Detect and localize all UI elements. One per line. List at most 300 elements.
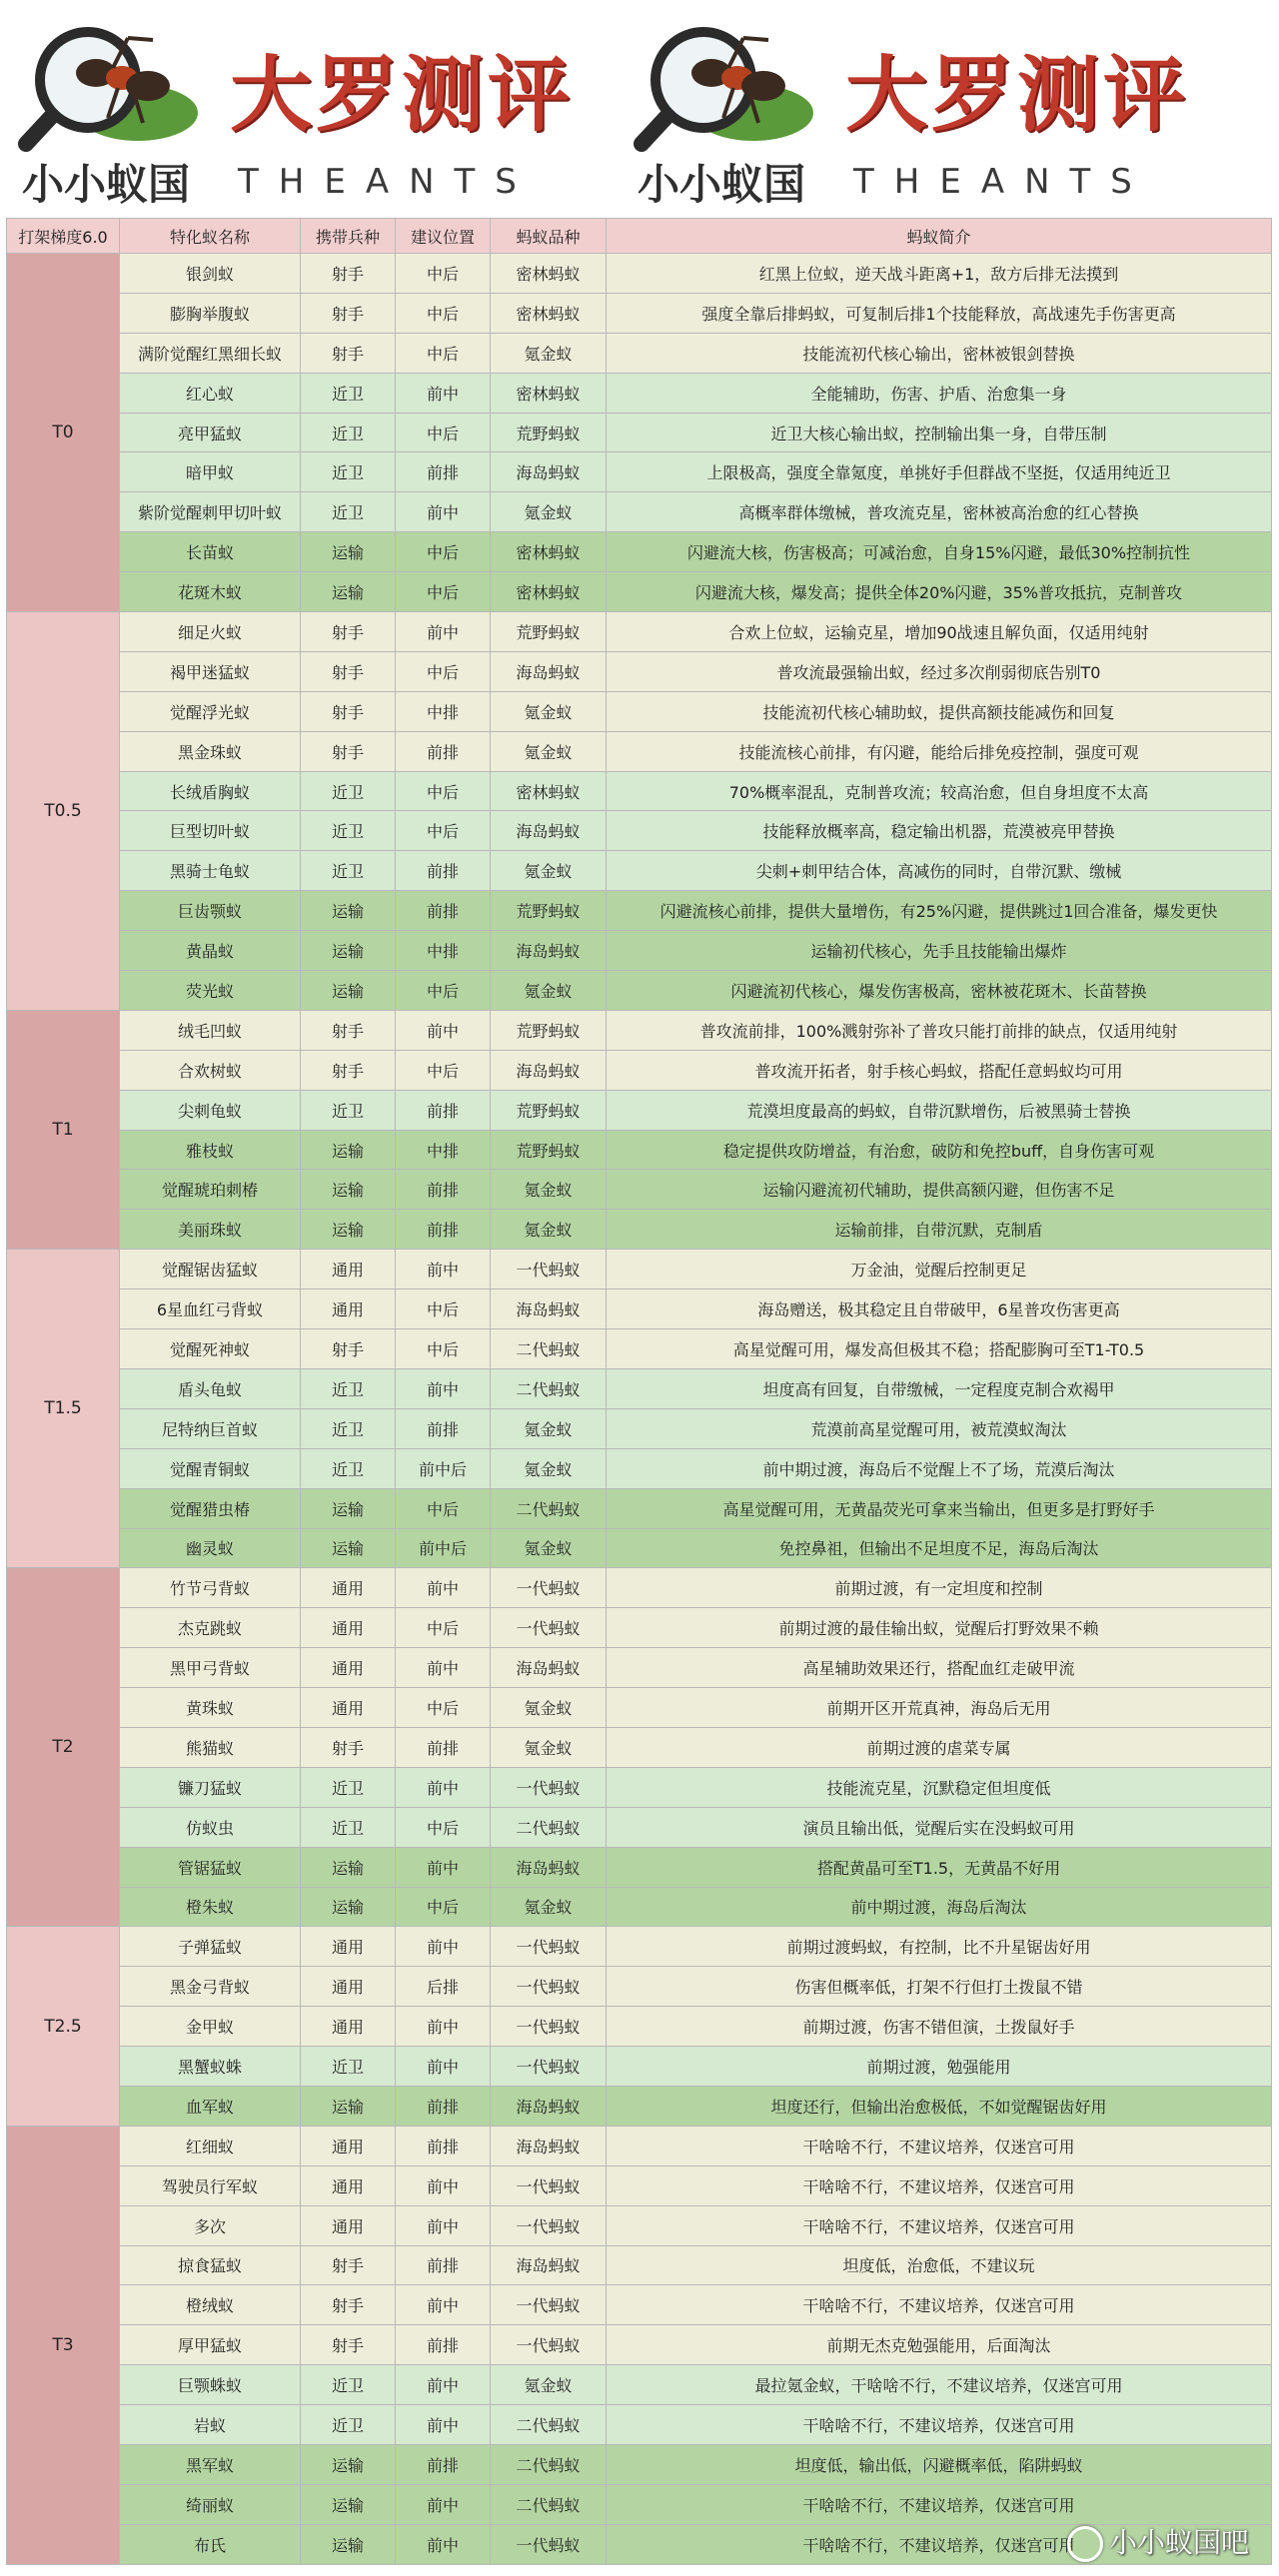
table-row xyxy=(7,1807,1272,1847)
watermark-text: 小小蚁国吧 xyxy=(1108,2526,1249,2559)
ant-name-cell: 觉醒青铜蚁 xyxy=(120,1448,301,1488)
position-cell: 中后 xyxy=(396,1329,491,1369)
breed-cell: 氪金蚁 xyxy=(491,1688,607,1728)
table-row xyxy=(7,2325,1272,2365)
breed-cell: 海岛蚂蚁 xyxy=(491,1648,607,1688)
position-cell: 中后 xyxy=(396,1807,491,1847)
breed-cell: 荒野蚂蚁 xyxy=(491,1010,607,1050)
ant-name-cell: 美丽珠蚁 xyxy=(120,1210,301,1250)
unit-type-cell: 射手 xyxy=(301,651,396,691)
unit-type-cell: 运输 xyxy=(301,2524,396,2564)
unit-type-cell: 通用 xyxy=(301,2205,396,2245)
ant-name-cell: 血军蚁 xyxy=(120,2086,301,2126)
table-row xyxy=(7,1250,1272,1289)
ant-name-cell: 黄珠蚁 xyxy=(120,1688,301,1728)
ant-name-cell: 布氏 xyxy=(120,2524,301,2564)
description-cell: 荒漠前高星觉醒可用，被荒漠蚁淘汰 xyxy=(607,1408,1272,1448)
tier-cell: T0.5 xyxy=(7,612,120,1011)
table-row xyxy=(7,771,1272,811)
breed-cell: 一代蚂蚁 xyxy=(491,1568,607,1608)
table-row xyxy=(7,1608,1272,1648)
description-cell: 最拉氪金蚁，干啥啥不行，不建议培养，仅迷宫可用 xyxy=(607,2365,1272,2405)
unit-type-cell: 运输 xyxy=(301,2444,396,2484)
description-cell: 前中期过渡，海岛后淘汰 xyxy=(607,1887,1272,1927)
breed-cell: 氪金蚁 xyxy=(491,2365,607,2405)
description-cell: 演员且输出低，觉醒后实在没蚂蚁可用 xyxy=(607,1807,1272,1847)
ant-name-cell: 橙绒蚁 xyxy=(120,2285,301,2325)
breed-cell: 密林蚂蚁 xyxy=(491,254,607,294)
unit-type-cell: 近卫 xyxy=(301,1767,396,1807)
unit-type-cell: 近卫 xyxy=(301,1448,396,1488)
ant-name-cell: 合欢树蚁 xyxy=(120,1050,301,1090)
brand-title: 大罗测评 xyxy=(230,47,575,143)
table-row xyxy=(7,1488,1272,1528)
unit-type-cell: 射手 xyxy=(301,1010,396,1050)
tier-cell: T0 xyxy=(7,254,120,612)
position-cell: 中后 xyxy=(396,1608,491,1648)
unit-type-cell: 运输 xyxy=(301,572,396,612)
table-row xyxy=(7,532,1272,572)
header-banner xyxy=(0,0,1279,218)
position-cell: 前中 xyxy=(396,1847,491,1887)
breed-cell: 一代蚂蚁 xyxy=(491,1967,607,2007)
ant-name-cell: 花斑木蚁 xyxy=(120,572,301,612)
breed-cell: 二代蚂蚁 xyxy=(491,2405,607,2445)
tier-cell: T2.5 xyxy=(7,1927,120,2126)
table-row xyxy=(7,691,1272,731)
ant-name-cell: 子弹猛蚁 xyxy=(120,1927,301,1967)
position-cell: 前中 xyxy=(396,1648,491,1688)
ant-name-cell: 熊猫蚁 xyxy=(120,1727,301,1767)
breed-cell: 一代蚂蚁 xyxy=(491,1608,607,1648)
ant-name-cell: 黑军蚁 xyxy=(120,2444,301,2484)
magnifier-ant-icon xyxy=(634,18,818,158)
position-cell: 前排 xyxy=(396,2086,491,2126)
watermark xyxy=(1067,2521,1249,2562)
column-header: 特化蚁名称 xyxy=(120,219,301,254)
position-cell: 前排 xyxy=(396,2245,491,2285)
ant-name-cell: 多次 xyxy=(120,2205,301,2245)
ant-name-cell: 膨胸举腹蚁 xyxy=(120,293,301,333)
position-cell: 前排 xyxy=(396,1210,491,1250)
description-cell: 强度全靠后排蚂蚁，可复制后排1个技能释放，高战速先手伤害更高 xyxy=(607,293,1272,333)
description-cell: 高星觉醒可用，无黄晶荧光可拿来当输出，但更多是打野好手 xyxy=(607,1488,1272,1528)
logo-block-left xyxy=(0,0,620,218)
description-cell: 前期过渡，勉强能用 xyxy=(607,2047,1272,2087)
unit-type-cell: 近卫 xyxy=(301,2405,396,2445)
description-cell: 前期无杰克勉强能用，后面淘汰 xyxy=(607,2325,1272,2365)
breed-cell: 二代蚂蚁 xyxy=(491,2444,607,2484)
unit-type-cell: 射手 xyxy=(301,612,396,652)
unit-type-cell: 运输 xyxy=(301,1210,396,1250)
position-cell: 中排 xyxy=(396,931,491,971)
breed-cell: 氪金蚁 xyxy=(491,971,607,1011)
ant-name-cell: 长苗蚁 xyxy=(120,532,301,572)
ant-name-cell: 驾驶员行军蚁 xyxy=(120,2165,301,2205)
table-row xyxy=(7,931,1272,971)
position-cell: 中后 xyxy=(396,532,491,572)
breed-cell: 氪金蚁 xyxy=(491,1448,607,1488)
unit-type-cell: 近卫 xyxy=(301,1090,396,1130)
description-cell: 运输初代核心，先手且技能输出爆炸 xyxy=(607,931,1272,971)
unit-type-cell: 近卫 xyxy=(301,492,396,532)
breed-cell: 密林蚂蚁 xyxy=(491,771,607,811)
unit-type-cell: 近卫 xyxy=(301,2365,396,2405)
unit-type-cell: 通用 xyxy=(301,2126,396,2165)
breed-cell: 荒野蚂蚁 xyxy=(491,1130,607,1170)
description-cell: 干啥啥不行，不建议培养，仅迷宫可用 xyxy=(607,2165,1272,2205)
ant-name-cell: 红心蚁 xyxy=(120,373,301,413)
ant-name-cell: 黑金珠蚁 xyxy=(120,731,301,771)
table-row xyxy=(7,612,1272,652)
breed-cell: 一代蚂蚁 xyxy=(491,2007,607,2047)
description-cell: 高概率群体缴械，普攻流克星，密林被高治愈的红心替换 xyxy=(607,492,1272,532)
unit-type-cell: 运输 xyxy=(301,1130,396,1170)
unit-type-cell: 射手 xyxy=(301,691,396,731)
description-cell: 全能辅助，伤害、护盾、治愈集一身 xyxy=(607,373,1272,413)
breed-cell: 海岛蚂蚁 xyxy=(491,811,607,851)
table-row xyxy=(7,1448,1272,1488)
ant-name-cell: 巨颚蛛蚁 xyxy=(120,2365,301,2405)
ant-name-cell: 绒毛凹蚁 xyxy=(120,1010,301,1050)
position-cell: 中排 xyxy=(396,691,491,731)
position-cell: 中后 xyxy=(396,572,491,612)
table-row xyxy=(7,452,1272,492)
ant-name-cell: 金甲蚁 xyxy=(120,2007,301,2047)
ant-name-cell: 尖刺龟蚁 xyxy=(120,1090,301,1130)
ant-name-cell: 管锯猛蚁 xyxy=(120,1847,301,1887)
ant-name-cell: 黑甲弓背蚁 xyxy=(120,1648,301,1688)
description-cell: 干啥啥不行，不建议培养，仅迷宫可用 xyxy=(607,2484,1272,2524)
position-cell: 前排 xyxy=(396,851,491,891)
description-cell: 高星觉醒可用，爆发高但极其不稳；搭配膨胸可至T1-T0.5 xyxy=(607,1329,1272,1369)
position-cell: 中后 xyxy=(396,651,491,691)
brand-subtitle-cn: 小小蚁国 xyxy=(638,160,806,209)
breed-cell: 一代蚂蚁 xyxy=(491,2285,607,2325)
table-row xyxy=(7,492,1272,532)
description-cell: 坦度低，治愈低，不建议玩 xyxy=(607,2245,1272,2285)
ant-name-cell: 满阶觉醒红黑细长蚁 xyxy=(120,333,301,373)
position-cell: 中后 xyxy=(396,811,491,851)
position-cell: 中后 xyxy=(396,1688,491,1728)
position-cell: 前排 xyxy=(396,1727,491,1767)
unit-type-cell: 通用 xyxy=(301,1688,396,1728)
ant-name-cell: 觉醒死神蚁 xyxy=(120,1329,301,1369)
breed-cell: 海岛蚂蚁 xyxy=(491,931,607,971)
table-row xyxy=(7,1927,1272,1967)
description-cell: 搭配黄晶可至T1.5，无黄晶不好用 xyxy=(607,1847,1272,1887)
position-cell: 前排 xyxy=(396,1170,491,1210)
table-row xyxy=(7,413,1272,452)
breed-cell: 密林蚂蚁 xyxy=(491,373,607,413)
breed-cell: 氪金蚁 xyxy=(491,1887,607,1927)
position-cell: 前中 xyxy=(396,2524,491,2564)
ant-name-cell: 岩蚁 xyxy=(120,2405,301,2445)
breed-cell: 海岛蚂蚁 xyxy=(491,2086,607,2126)
ant-name-cell: 巨型切叶蚁 xyxy=(120,811,301,851)
breed-cell: 一代蚂蚁 xyxy=(491,1767,607,1807)
unit-type-cell: 运输 xyxy=(301,891,396,931)
position-cell: 前中 xyxy=(396,2405,491,2445)
ant-name-cell: 黑骑士龟蚁 xyxy=(120,851,301,891)
position-cell: 前中 xyxy=(396,1368,491,1408)
description-cell: 坦度还行，但输出治愈极低，不如觉醒锯齿好用 xyxy=(607,2086,1272,2126)
position-cell: 前中 xyxy=(396,492,491,532)
breed-cell: 密林蚂蚁 xyxy=(491,572,607,612)
table-row xyxy=(7,1688,1272,1728)
ant-name-cell: 觉醒猎虫椿 xyxy=(120,1488,301,1528)
table-row xyxy=(7,1329,1272,1369)
breed-cell: 氪金蚁 xyxy=(491,1210,607,1250)
ant-name-cell: 掠食猛蚁 xyxy=(120,2245,301,2285)
table-row xyxy=(7,1170,1272,1210)
breed-cell: 荒野蚂蚁 xyxy=(491,891,607,931)
unit-type-cell: 近卫 xyxy=(301,2047,396,2087)
breed-cell: 氪金蚁 xyxy=(491,691,607,731)
unit-type-cell: 射手 xyxy=(301,731,396,771)
description-cell: 前期开区开荒真神，海岛后无用 xyxy=(607,1688,1272,1728)
unit-type-cell: 运输 xyxy=(301,931,396,971)
table-row xyxy=(7,1210,1272,1250)
description-cell: 红黑上位蚁，逆天战斗距离+1，敌方后排无法摸到 xyxy=(607,254,1272,294)
position-cell: 中后 xyxy=(396,293,491,333)
description-cell: 免控鼻祖，但输出不足坦度不足，海岛后淘汰 xyxy=(607,1528,1272,1568)
ant-name-cell: 银剑蚁 xyxy=(120,254,301,294)
logo-block-right xyxy=(616,0,1235,218)
description-cell: 运输闪避流初代辅助，提供高额闪避，但伤害不足 xyxy=(607,1170,1272,1210)
breed-cell: 二代蚂蚁 xyxy=(491,1488,607,1528)
unit-type-cell: 射手 xyxy=(301,293,396,333)
table-row xyxy=(7,651,1272,691)
unit-type-cell: 近卫 xyxy=(301,1807,396,1847)
table-row xyxy=(7,1727,1272,1767)
table-row xyxy=(7,1130,1272,1170)
table-row xyxy=(7,2086,1272,2126)
unit-type-cell: 通用 xyxy=(301,2007,396,2047)
unit-type-cell: 射手 xyxy=(301,1727,396,1767)
column-header: 建议位置 xyxy=(396,219,491,254)
position-cell: 中后 xyxy=(396,1887,491,1927)
position-cell: 前中 xyxy=(396,2007,491,2047)
ant-name-cell: 幽灵蚁 xyxy=(120,1528,301,1568)
unit-type-cell: 近卫 xyxy=(301,851,396,891)
ant-name-cell: 暗甲蚁 xyxy=(120,452,301,492)
breed-cell: 氪金蚁 xyxy=(491,731,607,771)
table-header-row xyxy=(7,219,1272,254)
description-cell: 技能流核心前排，有闪避，能给后排免疫控制，强度可观 xyxy=(607,731,1272,771)
ant-name-cell: 盾头龟蚁 xyxy=(120,1368,301,1408)
table-row xyxy=(7,1847,1272,1887)
description-cell: 技能释放概率高，稳定输出机器，荒漠被亮甲替换 xyxy=(607,811,1272,851)
description-cell: 尖刺+刺甲结合体，高减伤的同时，自带沉默、缴械 xyxy=(607,851,1272,891)
unit-type-cell: 运输 xyxy=(301,1528,396,1568)
breed-cell: 二代蚂蚁 xyxy=(491,1368,607,1408)
ant-name-cell: 细足火蚁 xyxy=(120,612,301,652)
breed-cell: 氪金蚁 xyxy=(491,1170,607,1210)
table-row xyxy=(7,2444,1272,2484)
unit-type-cell: 射手 xyxy=(301,333,396,373)
unit-type-cell: 近卫 xyxy=(301,373,396,413)
description-cell: 普攻流开拓者，射手核心蚂蚁，搭配任意蚂蚁均可用 xyxy=(607,1050,1272,1090)
position-cell: 中后 xyxy=(396,1488,491,1528)
position-cell: 前中 xyxy=(396,373,491,413)
description-cell: 闪避流初代核心，爆发伤害极高，密林被花斑木、长苗替换 xyxy=(607,971,1272,1011)
table-row xyxy=(7,2047,1272,2087)
description-cell: 前中期过渡，海岛后不觉醒上不了场，荒漠后淘汰 xyxy=(607,1448,1272,1488)
description-cell: 荒漠坦度最高的蚂蚁，自带沉默增伤，后被黑骑士替换 xyxy=(607,1090,1272,1130)
unit-type-cell: 运输 xyxy=(301,1847,396,1887)
breed-cell: 海岛蚂蚁 xyxy=(491,1847,607,1887)
description-cell: 伤害但概率低，打架不行但打土拨鼠不错 xyxy=(607,1967,1272,2007)
unit-type-cell: 近卫 xyxy=(301,1368,396,1408)
unit-type-cell: 运输 xyxy=(301,1170,396,1210)
position-cell: 前中 xyxy=(396,2165,491,2205)
table-row xyxy=(7,293,1272,333)
table-row xyxy=(7,254,1272,294)
description-cell: 技能流初代核心输出，密林被银剑替换 xyxy=(607,333,1272,373)
breed-cell: 一代蚂蚁 xyxy=(491,1927,607,1967)
table-row xyxy=(7,2245,1272,2285)
table-row xyxy=(7,811,1272,851)
ant-name-cell: 橙朱蚁 xyxy=(120,1887,301,1927)
position-cell: 前中 xyxy=(396,1250,491,1289)
position-cell: 中后 xyxy=(396,771,491,811)
table-row xyxy=(7,1090,1272,1130)
unit-type-cell: 运输 xyxy=(301,1488,396,1528)
description-cell: 70%概率混乱，克制普攻流；较高治愈，但自身坦度不太高 xyxy=(607,771,1272,811)
breed-cell: 氪金蚁 xyxy=(491,333,607,373)
brand-subtitle-cn: 小小蚁国 xyxy=(22,160,191,209)
table-row xyxy=(7,971,1272,1011)
ant-name-cell: 竹节弓背蚁 xyxy=(120,1568,301,1608)
description-cell: 上限极高，强度全靠氪度，单挑好手但群战不坚挺，仅适用纯近卫 xyxy=(607,452,1272,492)
position-cell: 中后 xyxy=(396,1050,491,1090)
breed-cell: 二代蚂蚁 xyxy=(491,2484,607,2524)
table-row xyxy=(7,1568,1272,1608)
unit-type-cell: 近卫 xyxy=(301,1408,396,1448)
unit-type-cell: 近卫 xyxy=(301,811,396,851)
unit-type-cell: 射手 xyxy=(301,254,396,294)
unit-type-cell: 通用 xyxy=(301,1568,396,1608)
unit-type-cell: 运输 xyxy=(301,2484,396,2524)
table-row xyxy=(7,333,1272,373)
tier-cell: T3 xyxy=(7,2126,120,2564)
position-cell: 中后 xyxy=(396,413,491,452)
unit-type-cell: 射手 xyxy=(301,1050,396,1090)
brand-subtitle-en: THEANTS xyxy=(238,162,537,202)
position-cell: 前排 xyxy=(396,731,491,771)
description-cell: 普攻流前排，100%溅射弥补了普攻只能打前排的缺点，仅适用纯射 xyxy=(607,1010,1272,1050)
unit-type-cell: 通用 xyxy=(301,2165,396,2205)
breed-cell: 海岛蚂蚁 xyxy=(491,1289,607,1329)
table-row xyxy=(7,2126,1272,2165)
ant-name-cell: 褐甲迷猛蚁 xyxy=(120,651,301,691)
table-row xyxy=(7,1408,1272,1448)
breed-cell: 密林蚂蚁 xyxy=(491,293,607,333)
position-cell: 前中 xyxy=(396,2285,491,2325)
unit-type-cell: 近卫 xyxy=(301,413,396,452)
unit-type-cell: 通用 xyxy=(301,1608,396,1648)
table-row xyxy=(7,2165,1272,2205)
description-cell: 前期过渡的虐菜专属 xyxy=(607,1727,1272,1767)
ant-name-cell: 紫阶觉醒刺甲切叶蚁 xyxy=(120,492,301,532)
ant-name-cell: 荧光蚁 xyxy=(120,971,301,1011)
ant-name-cell: 厚甲猛蚁 xyxy=(120,2325,301,2365)
table-row xyxy=(7,1767,1272,1807)
table-row xyxy=(7,891,1272,931)
table-row xyxy=(7,2205,1272,2245)
description-cell: 运输前排，自带沉默，克制盾 xyxy=(607,1210,1272,1250)
description-cell: 万金油，觉醒后控制更足 xyxy=(607,1250,1272,1289)
position-cell: 前中 xyxy=(396,1010,491,1050)
ant-name-cell: 雅枝蚁 xyxy=(120,1130,301,1170)
table-row xyxy=(7,1050,1272,1090)
unit-type-cell: 通用 xyxy=(301,1927,396,1967)
description-cell: 坦度低，输出低，闪避概率低，陷阱蚂蚁 xyxy=(607,2444,1272,2484)
breed-cell: 一代蚂蚁 xyxy=(491,2524,607,2564)
position-cell: 前中 xyxy=(396,2205,491,2245)
position-cell: 前排 xyxy=(396,2325,491,2365)
breed-cell: 一代蚂蚁 xyxy=(491,2165,607,2205)
position-cell: 中排 xyxy=(396,1130,491,1170)
description-cell: 合欢上位蚁，运输克星，增加90战速且解负面，仅适用纯射 xyxy=(607,612,1272,652)
ant-name-cell: 觉醒浮光蚁 xyxy=(120,691,301,731)
position-cell: 后排 xyxy=(396,1967,491,2007)
table-row xyxy=(7,2365,1272,2405)
unit-type-cell: 射手 xyxy=(301,2285,396,2325)
unit-type-cell: 近卫 xyxy=(301,771,396,811)
ant-tier-table xyxy=(6,218,1272,2565)
table-body xyxy=(7,254,1272,2565)
description-cell: 闪避流大核，爆发高；提供全体20%闪避，35%普攻抵抗，克制普攻 xyxy=(607,572,1272,612)
unit-type-cell: 近卫 xyxy=(301,452,396,492)
ant-name-cell: 绮丽蚁 xyxy=(120,2484,301,2524)
description-cell: 前期过渡，有一定坦度和控制 xyxy=(607,1568,1272,1608)
table-row xyxy=(7,851,1272,891)
table-row xyxy=(7,1368,1272,1408)
breed-cell: 氪金蚁 xyxy=(491,1408,607,1448)
breed-cell: 荒野蚂蚁 xyxy=(491,612,607,652)
unit-type-cell: 通用 xyxy=(301,1250,396,1289)
ant-name-cell: 红细蚁 xyxy=(120,2126,301,2165)
table-row xyxy=(7,572,1272,612)
description-cell: 坦度高有回复，自带缴械，一定程度克制合欢褐甲 xyxy=(607,1368,1272,1408)
magnifier-ant-icon xyxy=(18,18,203,158)
description-cell: 技能流克星，沉默稳定但坦度低 xyxy=(607,1767,1272,1807)
position-cell: 前排 xyxy=(396,2444,491,2484)
position-cell: 前中后 xyxy=(396,1448,491,1488)
breed-cell: 二代蚂蚁 xyxy=(491,1329,607,1369)
ant-name-cell: 觉醒琥珀刺椿 xyxy=(120,1170,301,1210)
breed-cell: 海岛蚂蚁 xyxy=(491,2126,607,2165)
description-cell: 前期过渡蚂蚁，有控制，比不升星锯齿好用 xyxy=(607,1927,1272,1967)
breed-cell: 海岛蚂蚁 xyxy=(491,1050,607,1090)
position-cell: 中后 xyxy=(396,333,491,373)
unit-type-cell: 射手 xyxy=(301,2245,396,2285)
description-cell: 技能流初代核心辅助蚁，提供高额技能减伤和回复 xyxy=(607,691,1272,731)
column-header: 打架梯度6.0 xyxy=(7,219,120,254)
ant-name-cell: 黑蟹蚁蛛 xyxy=(120,2047,301,2087)
position-cell: 前中 xyxy=(396,2484,491,2524)
breed-cell: 二代蚂蚁 xyxy=(491,1807,607,1847)
position-cell: 前排 xyxy=(396,2126,491,2165)
column-header: 蚂蚁品种 xyxy=(491,219,607,254)
table-row xyxy=(7,2285,1272,2325)
position-cell: 前排 xyxy=(396,1408,491,1448)
position-cell: 前排 xyxy=(396,1090,491,1130)
ant-name-cell: 杰克跳蚁 xyxy=(120,1608,301,1648)
ant-name-cell: 巨齿颚蚁 xyxy=(120,891,301,931)
